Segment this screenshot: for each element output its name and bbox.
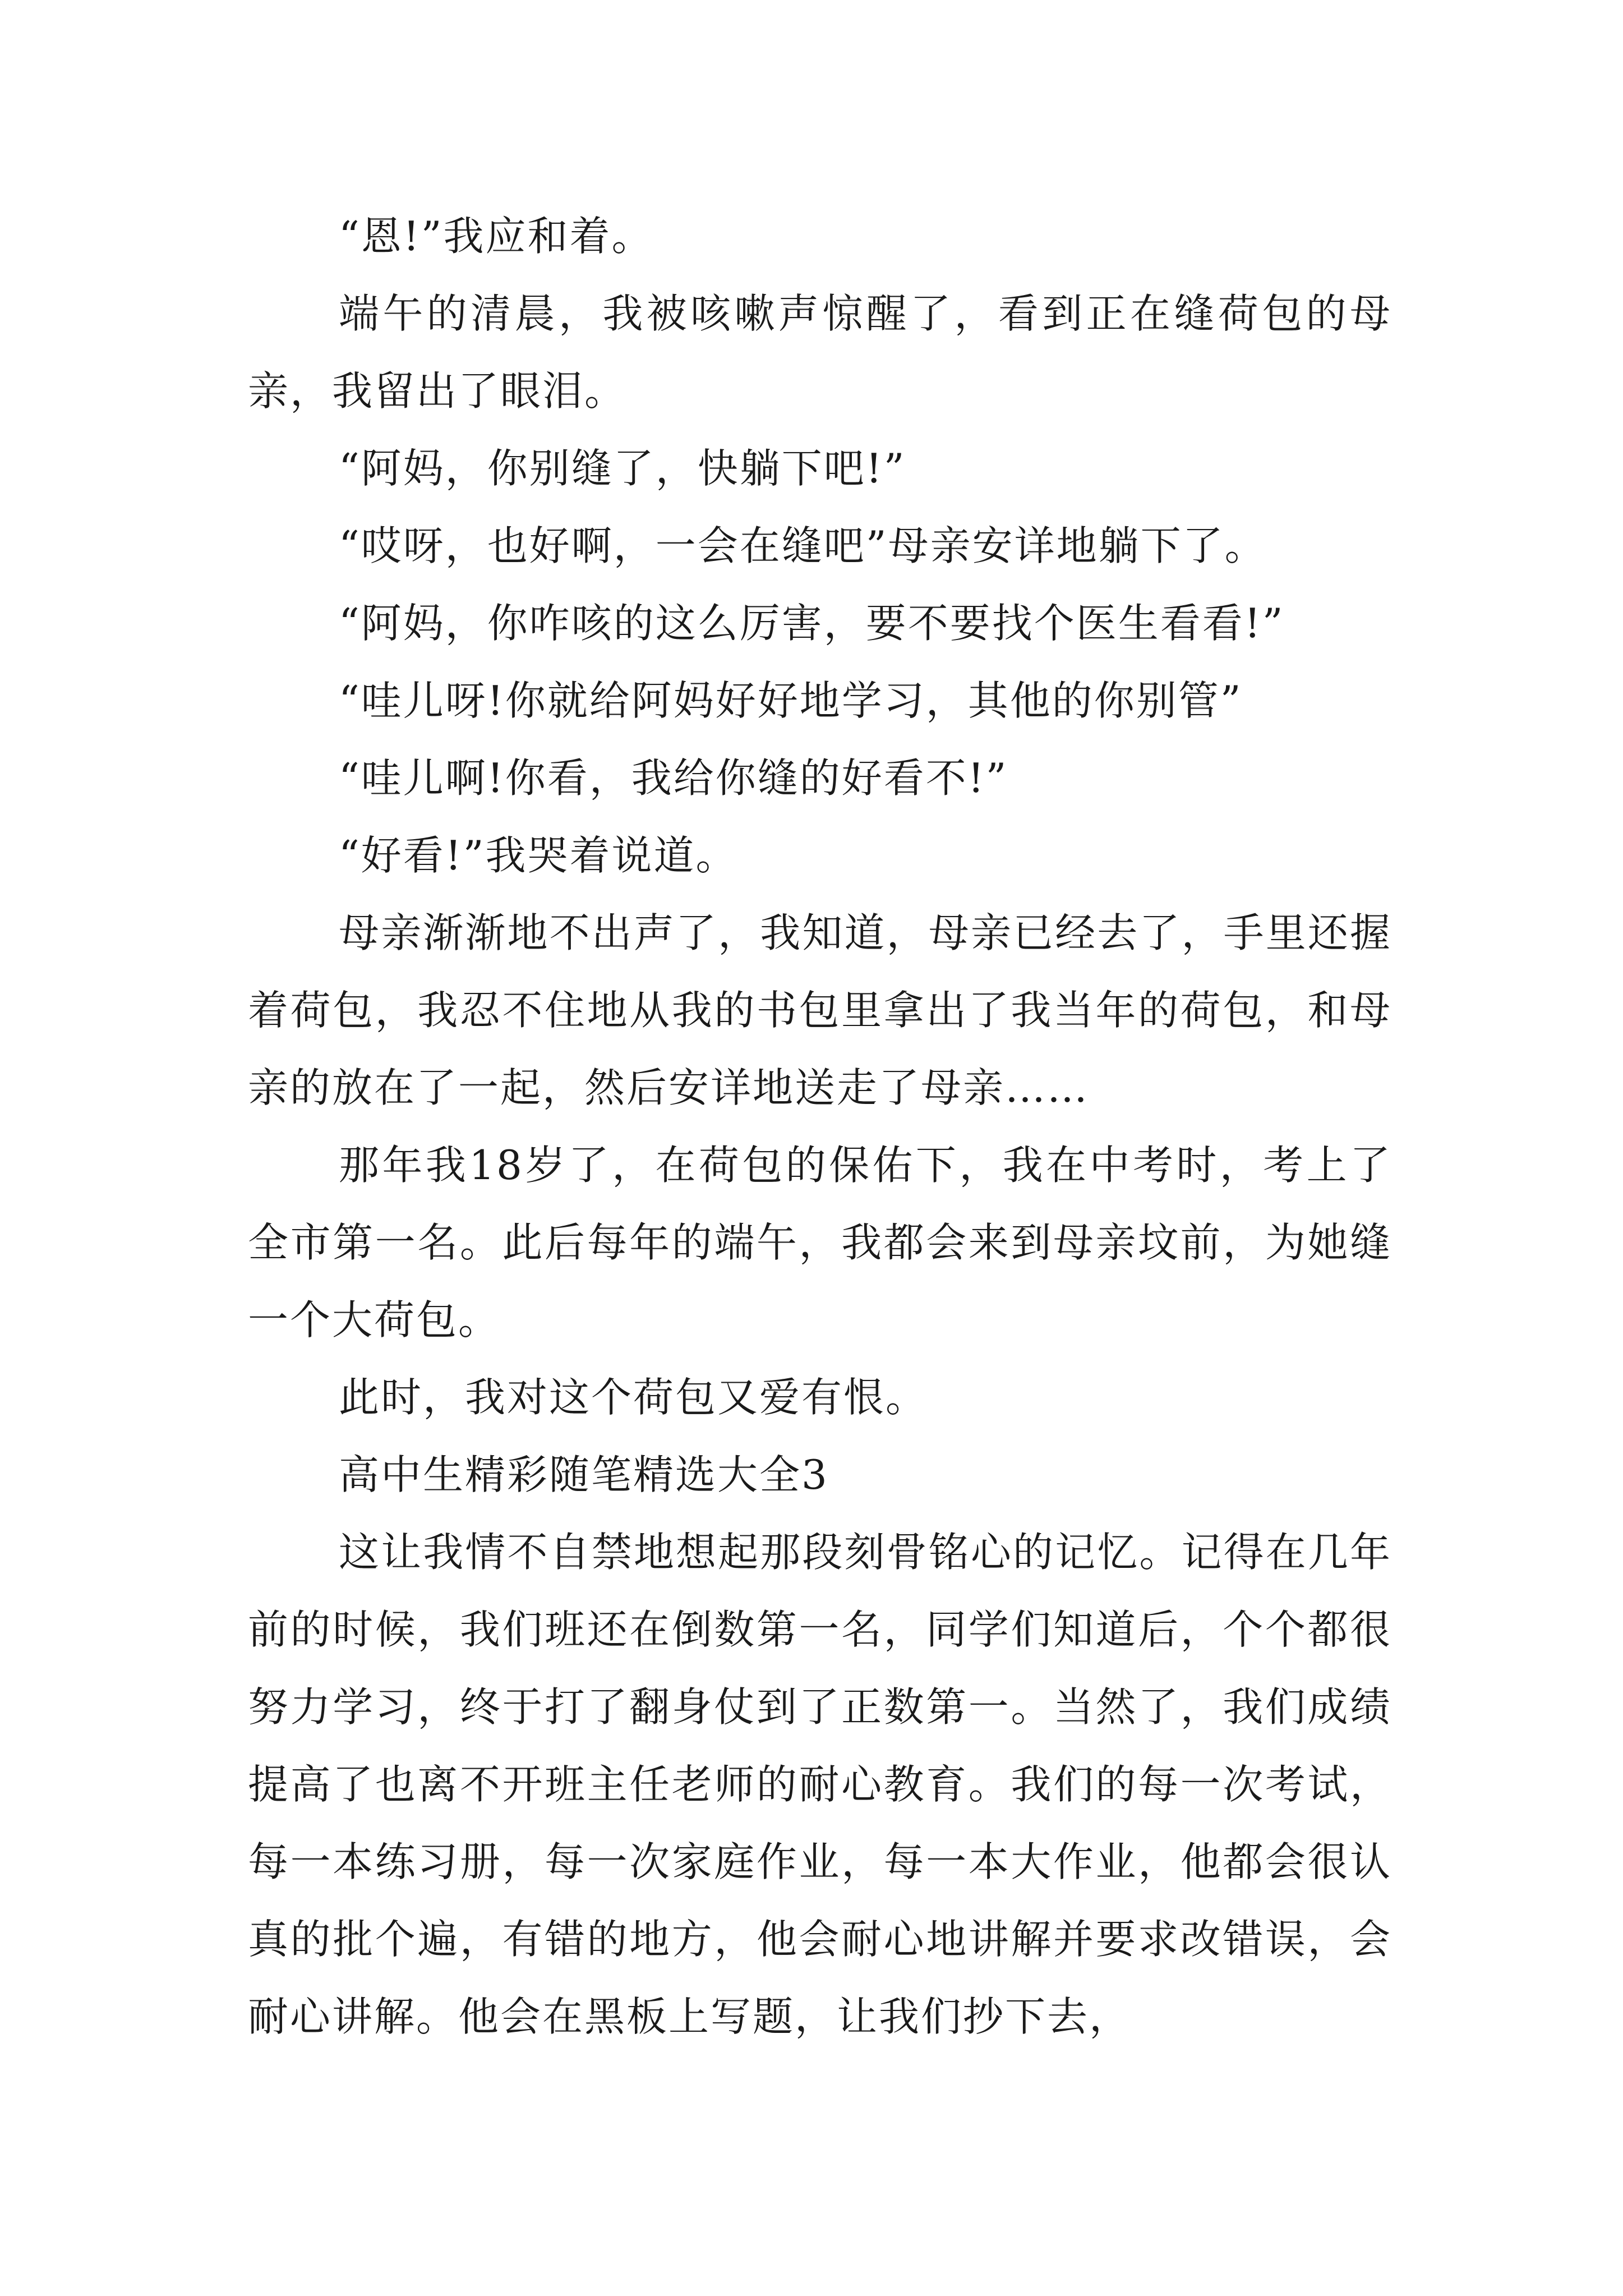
paragraph-3: “阿妈，你别缝了，快躺下吧!” [339, 445, 906, 492]
paragraph-7: “哇儿啊!你看，我给你缝的好看不!” [339, 754, 1008, 802]
paragraph-4: “哎呀，也好啊，一会在缝吧”母亲安详地躺下了。 [339, 522, 1267, 569]
document-body [248, 197, 1392, 2055]
paragraph-1: “恩!”我应和着。 [339, 213, 654, 260]
paragraph-5: “阿妈，你咋咳的这么厉害，要不要找个医生看看!” [339, 600, 1285, 647]
paragraph-9: 母亲渐渐地不出声了，我知道，母亲已经去了，手里还握着荷包，我忍不住地从我的书包里拿出了我当年的荷包，和母亲的放在了一起，然后安详地送走了母亲…… [248, 909, 1392, 1111]
paragraph-10: 那年我18岁了，在荷包的保佑下，我在中考时，考上了全市第一名。此后每年的端午，我都会来到母亲坟前，为她缝一个大荷包。 [248, 1142, 1392, 1343]
paragraph-8: “好看!”我哭着说道。 [339, 832, 738, 879]
paragraph-2: 端午的清晨，我被咳嗽声惊醒了，看到正在缝荷包的母亲，我留出了眼泪。 [248, 290, 1392, 415]
section-heading: 高中生精彩随笔精选大全3 [339, 1451, 829, 1498]
paragraph-11: 此时，我对这个荷包又爱有恨。 [339, 1374, 928, 1421]
paragraph-12: 这让我情不自禁地想起那段刻骨铭心的记忆。记得在几年前的时候，我们班还在倒数第一名，同学们知道后，个个都很努力学习，终于打了翻身仗到了正数第一。当然了，我们成绩提高了也离不开班主任老师的耐心教育。我们的每一次考试，每一本练习册，每一次家庭作业，每一本大作业，他都会很认真的批个遍，有错的地方，他会耐心地讲解并要求改错误，会耐心讲解。他会在黑板上写题，让我们抄下去， [248, 1529, 1392, 2040]
paragraph-6: “哇儿呀!你就给阿妈好好地学习，其他的你别管” [339, 677, 1243, 724]
